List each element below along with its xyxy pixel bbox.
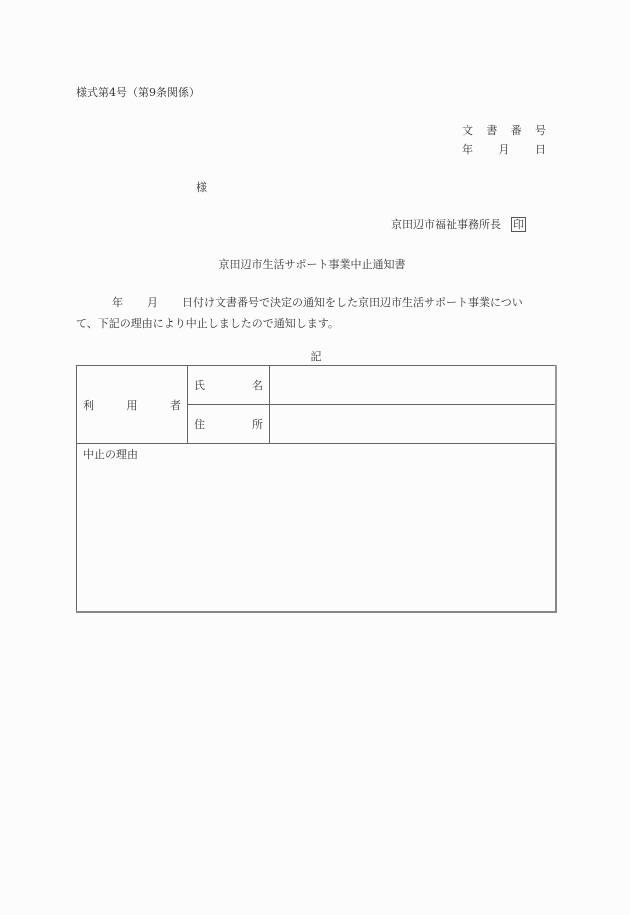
ki-heading [0,348,630,364]
user-label-char: 者 [170,398,181,412]
doc-number-char: 書 [486,124,498,137]
user-label-cell [77,366,188,444]
reason-label: 中止の理由 [83,448,138,461]
date-day: 日 [535,143,546,156]
name-label [188,377,269,393]
address-label-char: 住 [194,418,205,431]
details-table [76,365,557,613]
document-number-label [462,122,546,138]
body-month: 月 [147,296,158,309]
body-line-1-text: 日付け文書番号で決定の通知をした京田辺市生活サポート事業につい [182,296,523,309]
name-value-field[interactable] [270,366,557,405]
date-label [462,141,546,157]
user-label-char: 用 [126,398,138,412]
sender-name: 京田辺市福祉事務所長 [391,218,501,231]
ki-text: 記 [310,350,322,363]
form-number: 様式第4号（第9条関係） [76,86,200,99]
body-line-1 [76,292,558,313]
doc-number-char: 文 [462,124,473,137]
name-label-char: 氏 [194,379,205,392]
doc-number-char: 号 [534,124,546,137]
body-line-2: て、下記の理由により中止しましたので通知します。 [76,317,339,330]
reason-cell[interactable] [77,444,557,613]
name-row [77,366,557,405]
user-label-char: 利 [83,398,94,412]
sender [391,216,526,232]
date-year: 年 [462,143,473,156]
address-value-field[interactable] [270,405,557,444]
document-title-text: 京田辺市生活サポート事業中止通知書 [218,258,406,271]
body-year: 年 [112,296,123,309]
document-title [0,256,630,272]
date-month: 月 [498,143,510,156]
doc-number-char: 番 [510,124,522,137]
user-label [77,397,187,413]
name-label-char: 名 [252,379,263,392]
seal-mark: 印 [513,217,524,231]
body-paragraph [76,292,558,334]
reason-row [77,444,557,613]
address-label-cell [188,405,270,444]
address-label [188,416,269,432]
address-label-char: 所 [252,418,263,431]
name-label-cell [188,366,270,405]
addressee-suffix: 様 [196,181,207,194]
